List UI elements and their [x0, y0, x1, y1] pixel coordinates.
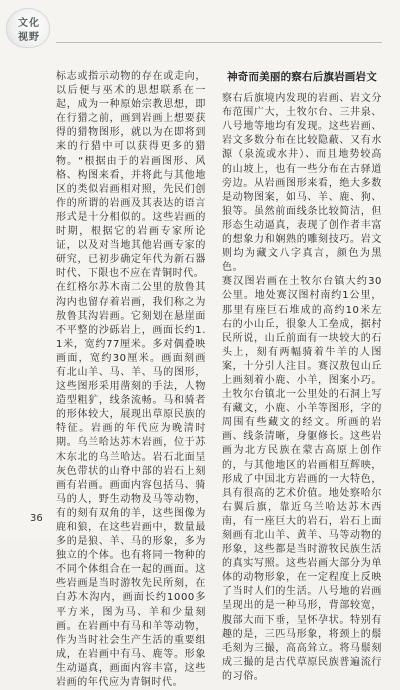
- right-paragraph-2: 赛汉图岩画在土牧尔台镇大约30公里。地处赛汉图村南约1公里，那里有座巨石堆成的高约10米左右的小山丘，很象人工垒成，据村民所说，山丘前面有一块较大的石头上，刻有两幅骑着牛羊的人图案，十分引人注目。赛汉敖包山丘上画刻着小鹿、小羊，图案小巧。土牧尔台镇北一公里处的石洞上写有藏文，小鹿、小羊等图形，字的周围有些藏文的经文。所画的岩画、线条清晰，身躯修长。这些岩画为北方民族在蒙古高原上创作的，与其他地区的岩画相互辉映，形成了中国北方岩画的一大特色，具有很高的艺术价值。地处察哈尔右翼后旗，靠近乌兰哈达苏木西南，有一座巨大的岩石，岩石上面刻画有北山羊、黄羊、马等动物的形象，这些都是当时游牧民族生活的真实写照。这些岩画大部分为单体的动物形象，在一定程度上反映了当时人们的生活。八号地的岩画呈现出的是一种马形，背部较宽，腹部大而下垂，呈怀孕状。特别有趣的是，三匹马形象，将颈上的鬃毛刻为三撮，高高耸立。将马鬃刻成三撮的是古代草原民族普遍流行的习俗。: [222, 276, 382, 682]
- badge-line-2: 视野: [18, 32, 40, 43]
- article-title: 神奇而美丽的察右后旗岩画岩文: [227, 71, 377, 83]
- left-column: [56, 70, 206, 690]
- right-paragraph-1: 察右后旗境内发现的岩画、岩文分布范围广大，土牧尔台、三井泉、八号地等地均有发现。这些岩画、岩文多数分布在比较隐蔽、又有水源（泉流或水井）、而且地势较高的山坡上，也有一些分布在古驿道旁边。从岩画图形来看，绝大多数是动物图案，如马、羊、鹿、狗、狼等。虽然前面线条比较简洁，但形态生动逼真，表现了创作者丰富的想象力和娴熟的雕刻技巧。岩文则均为藏文八字真言，颜色为黑色。: [222, 93, 382, 274]
- right-column: [222, 70, 382, 684]
- page-number: 36: [30, 513, 43, 524]
- left-paragraph-2: 在红格尔苏木南二公里的敖鲁其沟内也留存着岩画，我们称之为敖鲁其沟岩画。它刻划在悬崖面不平整的沙砾岩上，画面长约1.1米，宽约77厘米。多对偶叠映画面，宽约30厘米。画面刻画有北山羊、马、羊、马的图形，这些图形采用凿刻的手法，人物造型粗犷，线条流畅。马和骑者的形体较大，展现出草原民族的特征。岩画的年代应为晚清时期。乌兰哈达苏木岩画，位于苏木东北的乌兰哈达。岩石北面呈灰色带状的山脊中部的岩石上刻画有岩画。画面内容包括马、骑马的人，野生动物及马等动物，有的刻有双角的羊，这些图像为鹿和狼，在这些岩画中，数量最多的是狼、羊、马的形象，多为独立的个体。也有将同一物种的不同个体组合在一起的画面。这些岩画是当时游牧先民所刻，在白苏木沟内，画面长约1000多平方米，图为马、羊和少量刻画。在岩画中有马和羊等动物，作为当时社会生产生活的重要组成，在岩画中有马、鹿等。形象生动逼真，画面内容丰富，这些岩画的年代应为青铜时代。: [56, 282, 206, 689]
- section-badge: [6, 8, 50, 48]
- header-rule: [56, 42, 382, 43]
- left-paragraph-1: 标志或指示动物的存在或走向，以后便与巫术的思想联系在一起，成为一种原始宗教思想，即在行猎之前，画到岩画上想要获得的猎物图形，就以为在即将到来的行猎中可以获得更多的猎物。“根据由于的岩画图形、风格、构图来看，并将此与其他地区的类似岩画相对照，先民们创作的所谓的岩画及其表达的语言形式是十分相似的。这些岩画的时期，根据它的岩画专家所论证，以及对当地其他岩画专家的研究，已初步确定年代为新石器时代、下限也不应在青铜时代。: [56, 71, 206, 280]
- badge-line-1: 文化: [18, 18, 40, 29]
